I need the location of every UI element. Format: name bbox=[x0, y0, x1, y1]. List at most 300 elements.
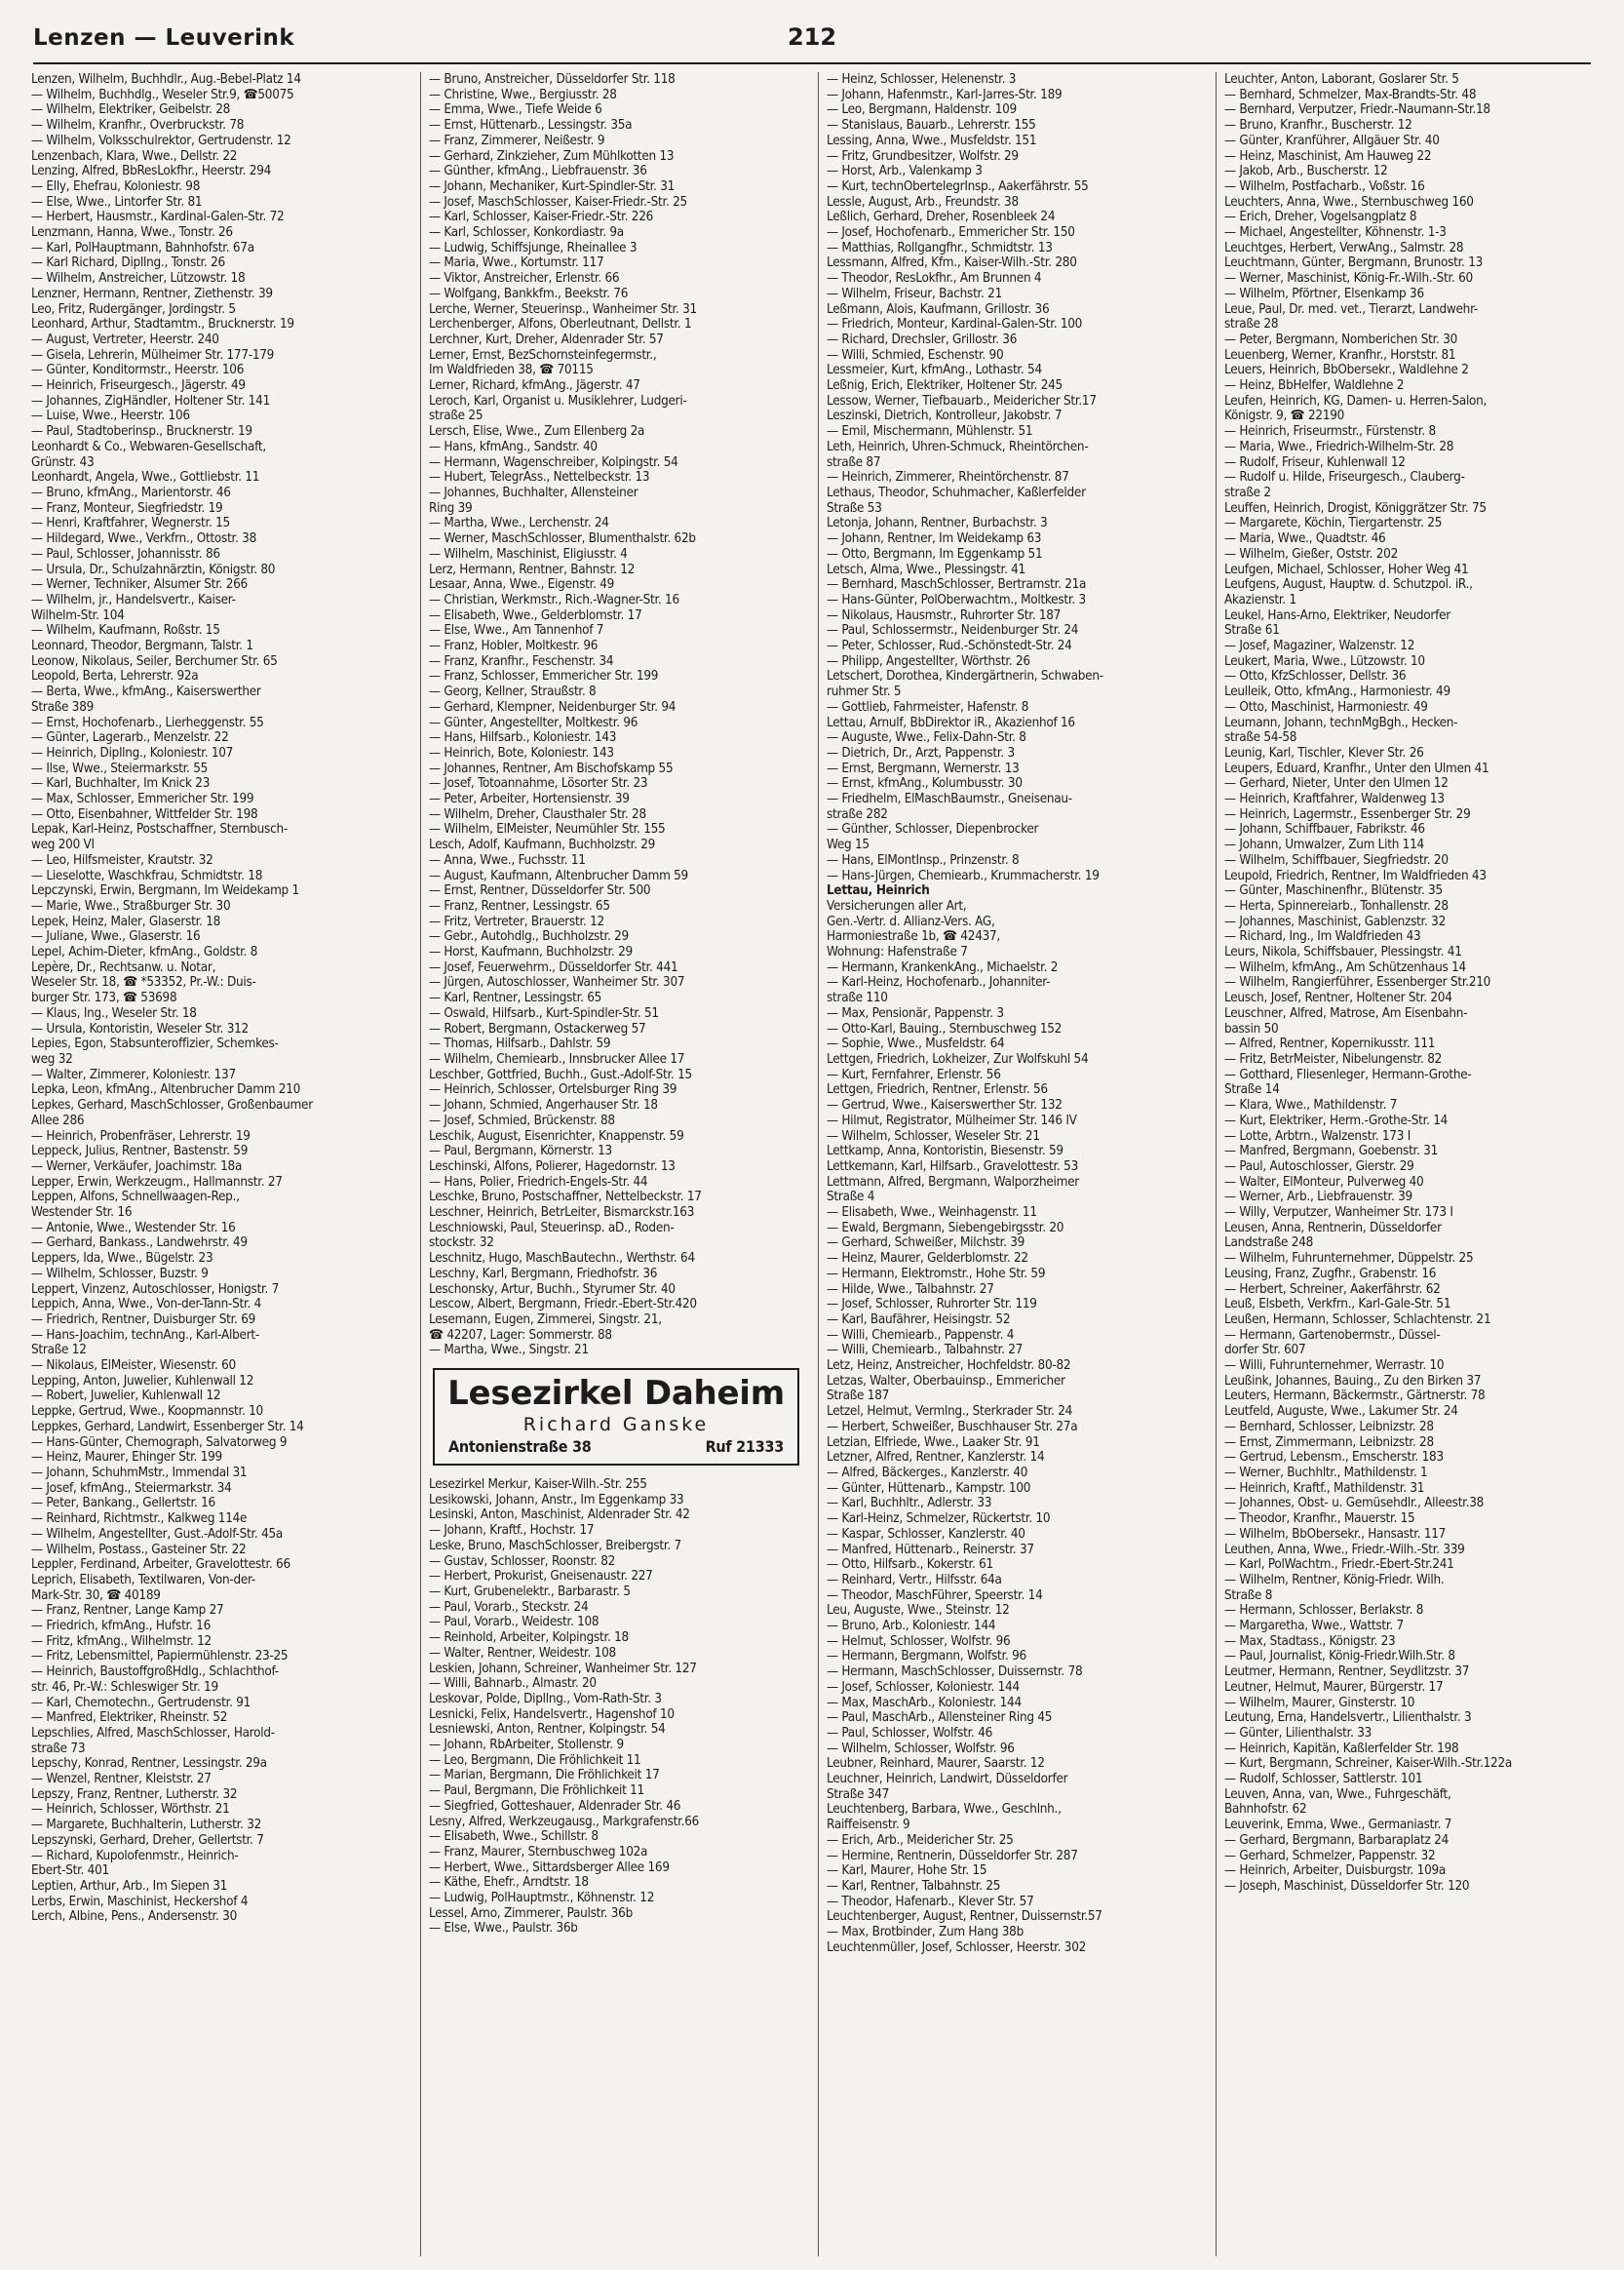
directory-entry: — Werner, Buchhltr., Mathildenstr. 1 bbox=[1224, 1465, 1428, 1480]
directory-entry: — Rudolf, Friseur, Kuhlenwall 12 bbox=[1224, 454, 1406, 470]
directory-entry: — Hermann, MaschSchlosser, Duissernstr. 78 bbox=[827, 1664, 1083, 1680]
directory-entry: — Paul, Vorarb., Weidestr. 108 bbox=[429, 1615, 599, 1630]
directory-entry: Leonhardt, Angela, Wwe., Gottliebstr. 11 bbox=[31, 470, 260, 486]
directory-entry: — Günter, Angestellter, Moltkestr. 96 bbox=[429, 715, 638, 730]
directory-entry: — Wilhelm, Pförtner, Elsenkamp 36 bbox=[1224, 286, 1424, 301]
directory-entry: — Fritz, Grundbesitzer, Wolfstr. 29 bbox=[827, 148, 1019, 164]
directory-entry: Leupers, Eduard, Kranfhr., Unter den Ulmen 41 bbox=[1224, 761, 1489, 776]
directory-entry: — Johann, Hafenmstr., Karl-Jarres-Str. 189 bbox=[827, 87, 1063, 102]
directory-entry: Leppert, Vinzenz, Autoschlosser, Honigstr. 7 bbox=[31, 1281, 280, 1297]
directory-entry: Lessle, August, Arb., Freundstr. 38 bbox=[827, 194, 1019, 210]
directory-entry: — Heinrich, Kapitän, Kaßlerfelder Str. 198 bbox=[1224, 1741, 1459, 1756]
directory-entry: Lesnicki, Felix, Handelsvertr., Hagenshof 10 bbox=[429, 1706, 675, 1722]
directory-entry: Leuffen, Heinrich, Drogist, Königgrätzer Str. 75 bbox=[1224, 500, 1487, 516]
directory-entry: — Johannes, Buchhalter, Allensteiner bbox=[429, 485, 638, 500]
directory-entry: — Margarete, Buchhalterin, Lutherstr. 32 bbox=[31, 1818, 262, 1833]
directory-entry: — Wilhelm, Maurer, Ginsterstr. 10 bbox=[1224, 1695, 1415, 1710]
directory-entry: — Karl-Heinz, Schmelzer, Rückertstr. 10 bbox=[827, 1511, 1051, 1527]
directory-entry: Leuchter, Anton, Laborant, Goslarer Str. 5 bbox=[1224, 72, 1459, 87]
directory-entry: Leuchtenberger, August, Rentner, Duissernstr.57 bbox=[827, 1909, 1102, 1925]
directory-entry: — Heinrich, Probenfräser, Lehrerstr. 19 bbox=[31, 1128, 251, 1144]
directory-entry: — Heinrich, Kraftf., Mathildenstr. 31 bbox=[1224, 1480, 1425, 1496]
directory-entry: — Wenzel, Rentner, Kleiststr. 27 bbox=[31, 1772, 212, 1787]
directory-entry: — Gerhard, Nieter, Unter den Ulmen 12 bbox=[1224, 776, 1449, 792]
directory-entry: Leusing, Franz, Zugfhr., Grabenstr. 16 bbox=[1224, 1266, 1437, 1281]
directory-entry: weg 200 VI bbox=[31, 838, 95, 853]
directory-entry: Lesch, Adolf, Kaufmann, Buchholzstr. 29 bbox=[429, 838, 656, 853]
directory-entry: — Fritz, BetrMeister, Nibelungenstr. 82 bbox=[1224, 1052, 1443, 1067]
directory-entry: — Günther, Schlosser, Diepenbrocker bbox=[827, 822, 1039, 838]
directory-entry: — Bruno, Arb., Koloniestr. 144 bbox=[827, 1619, 996, 1634]
directory-entry: — Michael, Angestellter, Köhnenstr. 1-3 bbox=[1224, 225, 1447, 241]
directory-entry: — Ludwig, PolHauptmstr., Köhnenstr. 12 bbox=[429, 1891, 655, 1906]
directory-entry: Leutung, Erna, Handelsvertr., Lilienthalstr. 3 bbox=[1224, 1710, 1472, 1726]
directory-entry: — Karl, Rentner, Lessingstr. 65 bbox=[429, 991, 602, 1006]
directory-entry: — Heinz, Maschinist, Am Hauweg 22 bbox=[1224, 148, 1432, 164]
directory-entry: — Horst, Arb., Valenkamp 3 bbox=[827, 164, 983, 179]
directory-entry: — August, Vertreter, Heerstr. 240 bbox=[31, 332, 219, 347]
directory-entry: Lepel, Achim-Dieter, kfmAng., Goldstr. 8 bbox=[31, 945, 258, 960]
directory-entry: — Margaretha, Wwe., Wattstr. 7 bbox=[1224, 1619, 1404, 1634]
directory-entry: Straße 187 bbox=[827, 1389, 890, 1404]
directory-entry: — Siegfried, Gotteshauer, Aldenrader Str. 46 bbox=[429, 1798, 681, 1814]
directory-entry: — Leo, Hilfsmeister, Krautstr. 32 bbox=[31, 852, 213, 868]
directory-entry: — Lotte, Arbtrn., Walzenstr. 173 I bbox=[1224, 1128, 1411, 1144]
page-number: 212 bbox=[787, 23, 837, 51]
directory-entry: Versicherungen aller Art, bbox=[827, 898, 967, 914]
directory-entry: — Günther, kfmAng., Liebfrauenstr. 36 bbox=[429, 164, 647, 179]
directory-entry: — Ilse, Wwe., Steiermarkstr. 55 bbox=[31, 761, 209, 776]
directory-entry: — Karl, Schlosser, Konkordiastr. 9a bbox=[429, 225, 624, 241]
directory-entry: — Wilhelm, BbObersekr., Hansastr. 117 bbox=[1224, 1526, 1447, 1542]
directory-entry: — Peter, Schlosser, Rud.-Schönstedt-Str. 24 bbox=[827, 639, 1072, 654]
directory-entry: — Hans, kfmAng., Sandstr. 40 bbox=[429, 439, 598, 454]
directory-entry: — Wilhelm, Elektriker, Geibelstr. 28 bbox=[31, 102, 231, 118]
directory-entry: — Johannes, ZigHändler, Holtener Str. 141 bbox=[31, 393, 270, 409]
directory-entry: Lettkamp, Anna, Kontoristin, Biesenstr. 59 bbox=[827, 1144, 1063, 1159]
directory-entry: — Ursula, Dr., Schulzahnärztin, Königstr. 80 bbox=[31, 562, 276, 577]
directory-entry: straße 2 bbox=[1224, 485, 1271, 500]
directory-entry: — Max, Pensionär, Pappenstr. 3 bbox=[827, 1005, 1004, 1021]
directory-entry: Lesemann, Eugen, Zimmerei, Singstr. 21, bbox=[429, 1311, 662, 1327]
advertisement-lesezirkel bbox=[433, 1368, 799, 1466]
directory-entry: — Nikolaus, Hausmstr., Ruhrorter Str. 187 bbox=[827, 607, 1062, 623]
directory-entry: — Wilhelm, Maschinist, Eligiusstr. 4 bbox=[429, 546, 628, 562]
directory-entry: — Willi, Schmied, Eschenstr. 90 bbox=[827, 347, 1004, 363]
directory-entry: Leonhard, Arthur, Stadtamtm., Brucknerstr. 19 bbox=[31, 317, 294, 333]
directory-entry: Landstraße 248 bbox=[1224, 1235, 1314, 1251]
directory-entry: Leuters, Hermann, Bäckermstr., Gärtnerstr. 78 bbox=[1224, 1389, 1486, 1404]
directory-entry: stockstr. 32 bbox=[429, 1235, 494, 1251]
directory-entry: Im Waldfrieden 38, ☎ 70115 bbox=[429, 363, 594, 378]
directory-entry: — Elisabeth, Wwe., Schillstr. 8 bbox=[429, 1829, 599, 1845]
directory-entry: — Kurt, Grubenelektr., Barbarastr. 5 bbox=[429, 1584, 631, 1599]
directory-entry: Leßnig, Erich, Elektriker, Holtener Str. 245 bbox=[827, 378, 1063, 394]
directory-entry: Lesikowski, Johann, Anstr., Im Eggenkamp 33 bbox=[429, 1492, 684, 1507]
directory-entry: — Johannes, Rentner, Am Bischofskamp 55 bbox=[429, 761, 674, 776]
header-rule bbox=[33, 62, 1591, 64]
directory-entry: — Elly, Ehefrau, Koloniestr. 98 bbox=[31, 178, 201, 194]
directory-entry: — Luise, Wwe., Heerstr. 106 bbox=[31, 409, 190, 424]
directory-entry: — Manfred, Bergmann, Goebenstr. 31 bbox=[1224, 1144, 1438, 1159]
directory-entry: Lepschy, Konrad, Rentner, Lessingstr. 29a bbox=[31, 1756, 267, 1772]
directory-entry: Leue, Paul, Dr. med. vet., Tierarzt, Landwehr- bbox=[1224, 301, 1479, 317]
directory-entry: — Josef, MaschSchlosser, Kaiser-Friedr.-Str. 25 bbox=[429, 194, 687, 210]
directory-entry: — Ludwig, Schiffsjunge, Rheinallee 3 bbox=[429, 240, 638, 255]
directory-entry: Letz, Heinz, Anstreicher, Hochfeldstr. 80-82 bbox=[827, 1358, 1071, 1374]
directory-entry: — Josef, Feuerwehrm., Düsseldorfer Str. 441 bbox=[429, 959, 678, 975]
directory-entry: Bahnhofstr. 62 bbox=[1224, 1802, 1307, 1818]
directory-entry: Lesaar, Anna, Wwe., Eigenstr. 49 bbox=[429, 577, 615, 593]
directory-entry: Lerbs, Erwin, Maschinist, Heckershof 4 bbox=[31, 1894, 249, 1909]
directory-entry: Leuchtmann, Günter, Bergmann, Brunostr. 13 bbox=[1224, 255, 1484, 271]
directory-entry: — Manfred, Hüttenarb., Reinerstr. 37 bbox=[827, 1542, 1034, 1557]
directory-entry: — Wilhelm, kfmAng., Am Schützenhaus 14 bbox=[1224, 959, 1466, 975]
directory-entry: — Karl Richard, Dipllng., Tonstr. 26 bbox=[31, 255, 225, 271]
directory-entry: — Jakob, Arb., Buscherstr. 12 bbox=[1224, 164, 1388, 179]
directory-entry: — Erich, Dreher, Vogelsangplatz 8 bbox=[1224, 210, 1417, 225]
directory-entry: Leskovar, Polde, Dipllng., Vom-Rath-Str. 3 bbox=[429, 1691, 662, 1706]
directory-entry: Straße 61 bbox=[1224, 623, 1280, 639]
directory-entry: — Walter, Rentner, Weidestr. 108 bbox=[429, 1645, 616, 1661]
directory-entry: — Franz, Kranfhr., Feschenstr. 34 bbox=[429, 653, 614, 669]
directory-entry: — Willi, Fuhrunternehmer, Werrastr. 10 bbox=[1224, 1358, 1445, 1374]
directory-entry: — Wilhelm, Fuhrunternehmer, Düppelstr. 25 bbox=[1224, 1251, 1474, 1267]
directory-entry: Straße 389 bbox=[31, 699, 95, 715]
directory-entry: Gen.-Vertr. d. Allianz-Vers. AG, bbox=[827, 914, 995, 929]
directory-entry: Leuenberg, Werner, Kranfhr., Horststr. 81 bbox=[1224, 347, 1456, 363]
directory-entry: Leppen, Alfons, Schnellwaagen-Rep., bbox=[31, 1190, 240, 1205]
directory-entry: Weg 15 bbox=[827, 838, 870, 853]
directory-entry: Lethaus, Theodor, Schuhmacher, Kaßlerfelder bbox=[827, 485, 1086, 500]
directory-entry: Lepère, Dr., Rechtsanw. u. Notar, bbox=[31, 959, 216, 975]
directory-entry: Leske, Bruno, MaschSchlosser, Breibergstr. 7 bbox=[429, 1538, 681, 1553]
directory-entry: Lesezirkel Merkur, Kaiser-Wilh.-Str. 255 bbox=[429, 1477, 647, 1493]
directory-entry: — Hermine, Rentnerin, Düsseldorfer Str. 287 bbox=[827, 1848, 1078, 1863]
directory-entry: straße 87 bbox=[827, 454, 881, 470]
directory-entry: — Heinrich, Friseurmstr., Fürstenstr. 8 bbox=[1224, 424, 1436, 440]
directory-entry: Straße 14 bbox=[1224, 1082, 1280, 1098]
directory-entry: — Philipp, Angestellter, Wörthstr. 26 bbox=[827, 653, 1030, 669]
directory-entry: — Josef, Schmied, Brückenstr. 88 bbox=[429, 1113, 615, 1128]
directory-entry: Leuverink, Emma, Wwe., Germaniastr. 7 bbox=[1224, 1818, 1452, 1833]
directory-entry: — Heinrich, Schlosser, Wörthstr. 21 bbox=[31, 1802, 230, 1818]
directory-entry: — Hans, ElMontInsp., Prinzenstr. 8 bbox=[827, 852, 1020, 868]
directory-entry: Leschber, Gottfried, Buchh., Gust.-Adolf-Str. 15 bbox=[429, 1067, 692, 1082]
directory-entry: — Wilhelm, Kranfhr., Overbruckstr. 78 bbox=[31, 118, 245, 134]
directory-entry: — Wilhelm, Angestellter, Gust.-Adolf-Str. 45a bbox=[31, 1526, 284, 1542]
directory-entry: — Richard, Kupolofenmstr., Heinrich- bbox=[31, 1848, 239, 1863]
directory-entry: Raiffeisenstr. 9 bbox=[827, 1818, 910, 1833]
directory-entry: — Wilhelm, Rangierführer, Essenberger Str.210 bbox=[1224, 975, 1491, 991]
directory-entry: Letschert, Dorothea, Kindergärtnerin, Schwaben- bbox=[827, 669, 1103, 685]
directory-entry: — Wilhelm, Friseur, Bachstr. 21 bbox=[827, 286, 1003, 301]
directory-entry: Lenzenbach, Klara, Wwe., Dellstr. 22 bbox=[31, 148, 238, 164]
directory-entry: — Werner, Verkäufer, Joachimstr. 18a bbox=[31, 1158, 243, 1174]
directory-entry: Leskien, Johann, Schreiner, Wanheimer Str. 127 bbox=[429, 1661, 697, 1676]
directory-entry: — Ewald, Bergmann, Siebengebirgsstr. 20 bbox=[827, 1220, 1064, 1235]
page-header bbox=[33, 20, 1591, 59]
directory-entry: Straße 53 bbox=[827, 500, 882, 516]
directory-entry: Leukel, Hans-Arno, Elektriker, Neudorfer bbox=[1224, 607, 1450, 623]
directory-entry: — Heinrich, Dipllng., Koloniestr. 107 bbox=[31, 745, 234, 761]
directory-entry: — Maria, Wwe., Quadtstr. 46 bbox=[1224, 531, 1386, 547]
directory-entry: — Joseph, Maschinist, Düsseldorfer Str. 120 bbox=[1224, 1878, 1470, 1894]
directory-entry: — Lieselotte, Waschkfrau, Schmidtstr. 18 bbox=[31, 868, 263, 883]
directory-entry: — Ernst, kfmAng., Kolumbusstr. 30 bbox=[827, 776, 1023, 792]
directory-entry: — Kurt, technObertelegrInsp., Aakerfährstr. 55 bbox=[827, 178, 1089, 194]
directory-entry: Lescow, Albert, Bergmann, Friedr.-Ebert-Str.420 bbox=[429, 1297, 697, 1312]
directory-entry: — Elisabeth, Wwe., Weinhagenstr. 11 bbox=[827, 1205, 1037, 1221]
directory-entry: — Wilhelm, Anstreicher, Lützowstr. 18 bbox=[31, 271, 246, 287]
directory-entry: — Wilhelm, Schlosser, Buzstr. 9 bbox=[31, 1266, 209, 1281]
directory-entry: — Herta, Spinnereiarb., Tonhallenstr. 28 bbox=[1224, 898, 1449, 914]
directory-entry: Leupold, Friedrich, Rentner, Im Waldfrieden 43 bbox=[1224, 868, 1487, 883]
directory-entry: — Otto-Karl, Bauing., Sternbuschweg 152 bbox=[827, 1021, 1063, 1037]
directory-entry: — Gebr., Autohdlg., Buchholzstr. 29 bbox=[429, 929, 629, 945]
directory-entry: — Willi, Chemiearb., Talbahnstr. 27 bbox=[827, 1343, 1024, 1358]
directory-entry: Straße 12 bbox=[31, 1343, 87, 1358]
directory-entry: — Else, Wwe., Paulstr. 36b bbox=[429, 1921, 578, 1937]
directory-entry: — Walter, ElMonteur, Pulverweg 40 bbox=[1224, 1174, 1424, 1190]
directory-entry: Lerner, Richard, kfmAng., Jägerstr. 47 bbox=[429, 378, 640, 394]
directory-entry: — Franz, Zimmerer, Neißestr. 9 bbox=[429, 133, 605, 148]
directory-entry: Leunig, Karl, Tischler, Klever Str. 26 bbox=[1224, 745, 1424, 761]
directory-entry: — Willi, Chemiearb., Pappenstr. 4 bbox=[827, 1327, 1015, 1343]
directory-entry: Lerz, Hermann, Rentner, Bahnstr. 12 bbox=[429, 562, 636, 577]
directory-entry: Lerchenberger, Alfons, Oberleutnant, Dellstr. 1 bbox=[429, 317, 692, 333]
directory-entry: — Wilhelm, Kaufmann, Roßstr. 15 bbox=[31, 623, 220, 639]
directory-entry: — Heinrich, Zimmerer, Rheintörchenstr. 87 bbox=[827, 470, 1069, 486]
directory-entry: Leutner, Helmut, Maurer, Bürgerstr. 17 bbox=[1224, 1679, 1444, 1695]
directory-entry: — Wilhelm, jr., Handelsvertr., Kaiser- bbox=[31, 592, 236, 607]
directory-entry: — Theodor, Kranfhr., Mauerstr. 15 bbox=[1224, 1511, 1415, 1527]
directory-entry: — Kurt, Fernfahrer, Erlenstr. 56 bbox=[827, 1067, 1001, 1082]
directory-entry: — Reinhard, Vertr., Hilfsstr. 64a bbox=[827, 1572, 1002, 1587]
directory-entry: — Martha, Wwe., Lerchenstr. 24 bbox=[429, 516, 609, 531]
directory-entry: Lesny, Alfred, Werkzeugausg., Markgrafenstr.66 bbox=[429, 1814, 700, 1829]
directory-entry: — Josef, Totoannahme, Lösorter Str. 23 bbox=[429, 776, 648, 792]
directory-entry: Lepka, Leon, kfmAng., Altenbrucher Damm 210 bbox=[31, 1082, 301, 1098]
directory-entry: — Karl, Buchhltr., Adlerstr. 33 bbox=[827, 1496, 992, 1511]
directory-entry: — Josef, Magaziner, Walzenstr. 12 bbox=[1224, 639, 1415, 654]
directory-entry: straße 54-58 bbox=[1224, 730, 1297, 746]
directory-entry: — Gustav, Schlosser, Roonstr. 82 bbox=[429, 1553, 616, 1569]
directory-entry: Leußink, Johannes, Bauing., Zu den Birken 37 bbox=[1224, 1373, 1482, 1389]
directory-entry: — Anna, Wwe., Fuchsstr. 11 bbox=[429, 852, 586, 868]
directory-entry: — Theodor, MaschFührer, Speerstr. 14 bbox=[827, 1587, 1043, 1603]
directory-entry: — Wilhelm, Postass., Gasteiner Str. 22 bbox=[31, 1542, 247, 1557]
directory-entry: ☎ 42207, Lager: Sommerstr. 88 bbox=[429, 1327, 612, 1343]
directory-entry: — Herbert, Schreiner, Aakerfährstr. 62 bbox=[1224, 1281, 1441, 1297]
directory-entry: — Werner, MaschSchlosser, Blumenthalstr. 62b bbox=[429, 531, 696, 547]
directory-entry: Lenzmann, Hanna, Wwe., Tonstr. 26 bbox=[31, 225, 233, 241]
directory-entry: — Maria, Wwe., Friedrich-Wilhelm-Str. 28 bbox=[1224, 439, 1454, 454]
directory-entry: — Robert, Bergmann, Ostackerweg 57 bbox=[429, 1021, 646, 1037]
directory-entry: Harmoniestraße 1b, ☎ 42437, bbox=[827, 929, 1001, 945]
directory-entry: — Herbert, Hausmstr., Kardinal-Galen-Str. 72 bbox=[31, 210, 285, 225]
directory-entry: Leuven, Anna, van, Wwe., Fuhrgeschäft, bbox=[1224, 1786, 1451, 1802]
directory-entry: Akazienstr. 1 bbox=[1224, 592, 1296, 607]
directory-entry: Ebert-Str. 401 bbox=[31, 1863, 109, 1879]
directory-entry: — Max, MaschArb., Koloniestr. 144 bbox=[827, 1695, 1022, 1710]
directory-entry: Lepszynski, Gerhard, Dreher, Gellertstr. 7 bbox=[31, 1832, 264, 1848]
directory-entry: — Gerhard, Zinkzieher, Zum Mühlkotten 13 bbox=[429, 148, 675, 164]
directory-entry: — Werner, Techniker, Alsumer Str. 266 bbox=[31, 577, 248, 593]
directory-entry: Lettgen, Friedrich, Lokheizer, Zur Wolfskuhl 54 bbox=[827, 1052, 1089, 1067]
directory-entry: — Marian, Bergmann, Die Fröhlichkeit 17 bbox=[429, 1768, 660, 1783]
directory-entry: Leukert, Maria, Wwe., Lützowstr. 10 bbox=[1224, 653, 1425, 669]
directory-entry: — Werner, Arb., Liebfrauenstr. 39 bbox=[1224, 1190, 1412, 1205]
directory-entry: — Wilhelm, ElMeister, Neumühler Str. 155 bbox=[429, 822, 666, 838]
directory-entry: — Max, Schlosser, Emmericher Str. 199 bbox=[31, 792, 254, 807]
directory-entry: — Walter, Zimmerer, Koloniestr. 137 bbox=[31, 1067, 236, 1082]
directory-entry: — Fritz, kfmAng., Wilhelmstr. 12 bbox=[31, 1633, 212, 1649]
directory-entry: Leu, Auguste, Wwe., Steinstr. 12 bbox=[827, 1603, 1010, 1619]
directory-entry: — Franz, Rentner, Lessingstr. 65 bbox=[429, 898, 610, 914]
directory-entry: — Bruno, kfmAng., Marientorstr. 46 bbox=[31, 485, 231, 500]
directory-entry: Leumann, Johann, technMgBgh., Hecken- bbox=[1224, 715, 1458, 730]
directory-entry: Leuchtenmüller, Josef, Schlosser, Heerstr. 302 bbox=[827, 1939, 1087, 1955]
directory-entry: — Gertrud, Lebensm., Emscherstr. 183 bbox=[1224, 1450, 1444, 1466]
ad-phone: Ruf 21333 bbox=[705, 1437, 784, 1457]
directory-entry: — Juliane, Wwe., Glaserstr. 16 bbox=[31, 929, 201, 945]
directory-entry: — Bernhard, Schlosser, Leibnizstr. 28 bbox=[1224, 1419, 1434, 1434]
directory-entry: — Christian, Werkmstr., Rich.-Wagner-Str. 16 bbox=[429, 592, 679, 607]
directory-entry: — Paul, Journalist, König-Friedr.Wilh.Str. 8 bbox=[1224, 1649, 1455, 1664]
directory-entry: Leo, Fritz, Rudergänger, Jordingstr. 5 bbox=[31, 301, 236, 317]
directory-entry: — Heinz, Schlosser, Helenenstr. 3 bbox=[827, 72, 1017, 87]
directory-entry: — Klaus, Ing., Weseler Str. 18 bbox=[31, 1005, 197, 1021]
directory-entry: str. 46, Pr.-W.: Schleswiger Str. 19 bbox=[31, 1679, 218, 1695]
directory-entry: — Martha, Wwe., Singstr. 21 bbox=[429, 1343, 589, 1358]
directory-entry: Leppeck, Julius, Rentner, Bastenstr. 59 bbox=[31, 1144, 249, 1159]
column-2 bbox=[429, 72, 805, 2256]
directory-entry: Leuthen, Anna, Wwe., Friedr.-Wilh.-Str. 339 bbox=[1224, 1542, 1465, 1557]
directory-entry: Straße 4 bbox=[827, 1190, 875, 1205]
directory-entry: Straße 8 bbox=[1224, 1587, 1273, 1603]
directory-entry: Lerner, Ernst, BezSchornsteinfegermstr., bbox=[429, 347, 657, 363]
directory-entry: — Johann, RbArbeiter, Stollenstr. 9 bbox=[429, 1738, 624, 1753]
directory-entry: — Theodor, Hafenarb., Klever Str. 57 bbox=[827, 1894, 1034, 1909]
directory-entry: Letsch, Alma, Wwe., Plessingstr. 41 bbox=[827, 562, 1025, 577]
directory-entry: Lettmann, Alfred, Bergmann, Walporzheimer bbox=[827, 1174, 1079, 1190]
directory-entry: Leppers, Ida, Wwe., Bügelstr. 23 bbox=[31, 1251, 213, 1267]
directory-entry: — Wilhelm, Dreher, Clausthaler Str. 28 bbox=[429, 806, 646, 822]
directory-entry: — Theodor, ResLokfhr., Am Brunnen 4 bbox=[827, 271, 1042, 287]
directory-entry: Lepek, Heinz, Maler, Glaserstr. 18 bbox=[31, 914, 221, 929]
directory-entry: — Stanislaus, Bauarb., Lehrerstr. 155 bbox=[827, 118, 1036, 134]
directory-entry: — Otto, Eisenbahner, Wittfelder Str. 198 bbox=[31, 806, 258, 822]
directory-entry: — Paul, Bergmann, Die Fröhlichkeit 11 bbox=[429, 1783, 644, 1799]
directory-entry: Leroch, Karl, Organist u. Musiklehrer, Ludgeri- bbox=[429, 393, 687, 409]
directory-entry: Lessow, Werner, Tiefbauarb., Meidericher Str.17 bbox=[827, 393, 1097, 409]
directory-entry: — Paul, MaschArb., Allensteiner Ring 45 bbox=[827, 1710, 1053, 1726]
directory-entry: Lepper, Erwin, Werkzeugm., Hallmannstr. 27 bbox=[31, 1174, 283, 1190]
running-head: Lenzen — Leuverink bbox=[33, 25, 295, 51]
directory-entry: — Friedhelm, ElMaschBaumstr., Gneisenau- bbox=[827, 792, 1072, 807]
directory-entry: — Johann, Schmied, Angerhauser Str. 18 bbox=[429, 1098, 658, 1114]
directory-entry: — Günter, Kranführer, Allgäuer Str. 40 bbox=[1224, 133, 1440, 148]
directory-entry: — Otto, Hilfsarb., Kokerstr. 61 bbox=[827, 1557, 993, 1573]
directory-entry: — Wilhelm, Schlosser, Weseler Str. 21 bbox=[827, 1128, 1040, 1144]
directory-entry: — Hermann, Gartenobermstr., Düssel- bbox=[1224, 1327, 1441, 1343]
directory-entry: — Hilde, Wwe., Talbahnstr. 27 bbox=[827, 1281, 994, 1297]
directory-entry: — Wilhelm, Chemiearb., Innsbrucker Allee 17 bbox=[429, 1052, 685, 1067]
directory-entry: straße 73 bbox=[31, 1741, 86, 1756]
directory-entry: — Fritz, Vertreter, Brauerstr. 12 bbox=[429, 914, 604, 929]
directory-entry: Leßlich, Gerhard, Dreher, Rosenbleek 24 bbox=[827, 210, 1056, 225]
directory-entry: Leßmann, Alois, Kaufmann, Grillostr. 36 bbox=[827, 301, 1050, 317]
directory-entry: — Bernhard, Schmelzer, Max-Brandts-Str. 48 bbox=[1224, 87, 1477, 102]
directory-entry: — Josef, Schlosser, Ruhrorter Str. 119 bbox=[827, 1297, 1037, 1312]
directory-entry: Leußen, Hermann, Schlosser, Schlachtenstr. 21 bbox=[1224, 1311, 1491, 1327]
directory-entry: Letzas, Walter, Oberbauinsp., Emmericher bbox=[827, 1373, 1065, 1389]
directory-entry: — Jürgen, Autoschlosser, Wanheimer Str. 307 bbox=[429, 975, 685, 991]
ad-owner: Richard Ganske bbox=[522, 1414, 710, 1436]
directory-entry: — Fritz, Lebensmittel, Papiermühlenstr. 23-25 bbox=[31, 1649, 289, 1664]
directory-entry: straße 28 bbox=[1224, 317, 1279, 333]
directory-entry: Lepschlies, Alfred, MaschSchlosser, Harold- bbox=[31, 1725, 275, 1741]
directory-entry: — Richard, Ing., Im Waldfrieden 43 bbox=[1224, 929, 1421, 945]
directory-entry: — Johann, Rentner, Im Weidekamp 63 bbox=[827, 531, 1042, 547]
directory-entry: — Manfred, Elektriker, Rheinstr. 52 bbox=[31, 1710, 228, 1726]
directory-entry: Ring 39 bbox=[429, 500, 473, 516]
directory-entry: Leschner, Heinrich, BetrLeiter, Bismarckstr.163 bbox=[429, 1205, 695, 1221]
directory-entry: — Franz, Rentner, Lange Kamp 27 bbox=[31, 1603, 224, 1619]
directory-entry: burger Str. 173, ☎ 53698 bbox=[31, 991, 177, 1006]
directory-entry: Mark-Str. 30, ☎ 40189 bbox=[31, 1587, 161, 1603]
directory-entry: Leuß, Elsbeth, Verkfrn., Karl-Gale-Str. 51 bbox=[1224, 1297, 1451, 1312]
directory-entry: — Hans-Joachim, technAng., Karl-Albert- bbox=[31, 1327, 259, 1343]
directory-entry: dorfer Str. 607 bbox=[1224, 1343, 1306, 1358]
directory-entry: — Gerhard, Klempner, Neidenburger Str. 94 bbox=[429, 699, 677, 715]
directory-entry: Lepping, Anton, Juwelier, Kuhlenwall 12 bbox=[31, 1373, 254, 1389]
directory-entry: — Günter, Lagerarb., Menzelstr. 22 bbox=[31, 730, 229, 746]
directory-entry: — Hildegard, Wwe., Verkfrn., Ottostr. 38 bbox=[31, 531, 256, 547]
directory-entry: weg 32 bbox=[31, 1052, 73, 1067]
directory-entry: — Oswald, Hilfsarb., Kurt-Spindler-Str. 51 bbox=[429, 1005, 659, 1021]
directory-entry: — Reinhard, Richtmstr., Kalkweg 114e bbox=[31, 1511, 248, 1527]
directory-entry: — Franz, Monteur, Siegfriedstr. 19 bbox=[31, 500, 223, 516]
directory-entry: — Wolfgang, Bankkfm., Beekstr. 76 bbox=[429, 286, 629, 301]
directory-entry: — Georg, Kellner, Straußstr. 8 bbox=[429, 685, 597, 700]
column-3 bbox=[827, 72, 1203, 2256]
directory-entry: — Willy, Verputzer, Wanheimer Str. 173 I bbox=[1224, 1205, 1453, 1221]
directory-entry: Lerchner, Kurt, Dreher, Aldenrader Str. 57 bbox=[429, 332, 664, 347]
directory-entry: — Johann, Schiffbauer, Fabrikstr. 46 bbox=[1224, 822, 1425, 838]
directory-entry: Letzian, Elfriede, Wwe., Laaker Str. 91 bbox=[827, 1434, 1040, 1450]
directory-entry: — Max, Stadtass., Königstr. 23 bbox=[1224, 1633, 1396, 1649]
ad-contact-row bbox=[441, 1436, 792, 1458]
directory-entry: — Henri, Kraftfahrer, Wegnerstr. 15 bbox=[31, 516, 230, 531]
directory-entry: Weseler Str. 18, ☎ *53352, Pr.-W.: Duis- bbox=[31, 975, 256, 991]
directory-entry: Leschik, August, Eisenrichter, Knappenstr. 59 bbox=[429, 1128, 684, 1144]
directory-entry: Lessel, Arno, Zimmerer, Paulstr. 36b bbox=[429, 1905, 633, 1921]
directory-entry: — Bernhard, Verputzer, Friedr.-Naumann-Str.18 bbox=[1224, 102, 1490, 118]
directory-entry: — Ernst, Hüttenarb., Lessingstr. 35a bbox=[429, 118, 633, 134]
directory-entry: Königstr. 9, ☎ 22190 bbox=[1224, 409, 1345, 424]
directory-entry: — Else, Wwe., Lintorfer Str. 81 bbox=[31, 194, 203, 210]
directory-entry: Lenzen, Wilhelm, Buchhdlr., Aug.-Bebel-Platz 14 bbox=[31, 72, 301, 87]
directory-entry: — Heinz, Maurer, Ehinger Str. 199 bbox=[31, 1450, 222, 1466]
directory-entry: — Rudolf, Schlosser, Sattlerstr. 101 bbox=[1224, 1772, 1423, 1787]
directory-entry: — Paul, Schlossermstr., Neidenburger Str. 24 bbox=[827, 623, 1079, 639]
directory-entry: — Gotthard, Fliesenleger, Hermann-Grothe- bbox=[1224, 1067, 1472, 1082]
directory-entry: — Rudolf u. Hilde, Friseurgesch., Clauberg- bbox=[1224, 470, 1465, 486]
directory-entry: Leusen, Anna, Rentnerin, Düsseldorfer bbox=[1224, 1220, 1442, 1235]
directory-entry: — Heinz, BbHelfer, Waldlehne 2 bbox=[1224, 378, 1405, 394]
